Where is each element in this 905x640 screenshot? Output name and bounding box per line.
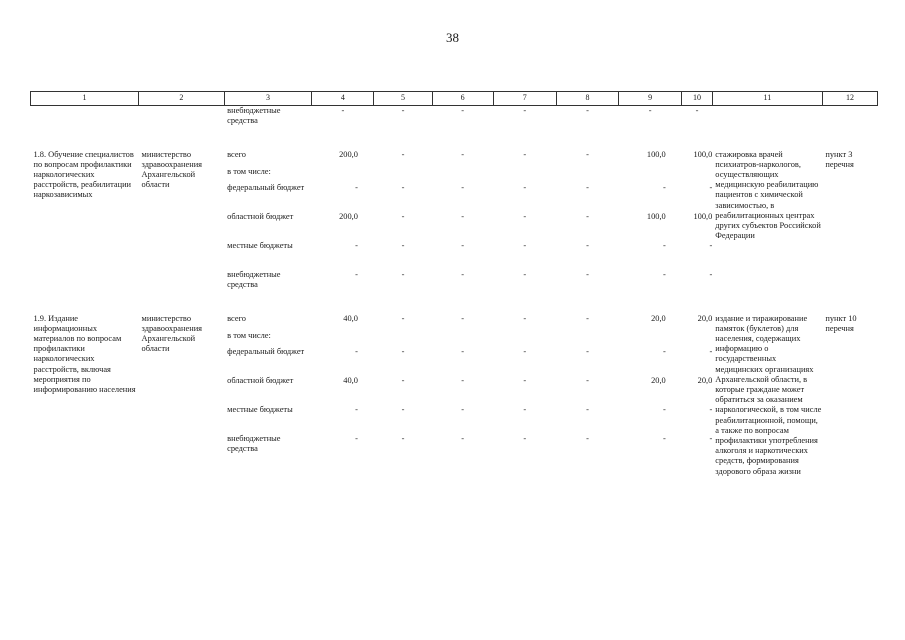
col-header: 11 (712, 92, 822, 106)
col-header: 4 (312, 92, 374, 106)
expected-result: стажировка врачей психиатров-наркологов, осуществляющих медицинскую реабилитацию пациентов с химической зависимостью, в реабилитационных центрах других субъектов Российской Федерации (715, 149, 821, 241)
value-cell: - (523, 269, 527, 279)
value-cell: - (401, 313, 405, 323)
value-cell: - (586, 269, 589, 279)
executor: министерство здравоохранения Архангельской области (141, 313, 203, 354)
value-cell: - (401, 211, 405, 221)
value-cell: - (662, 346, 666, 356)
value-cell: - (401, 240, 405, 250)
value-cell: 20,0 (651, 313, 666, 323)
value-cell: - (523, 211, 527, 221)
col-header: 9 (619, 92, 682, 106)
source-label: всего (227, 149, 246, 159)
value-cell: - (586, 404, 589, 414)
value-cell: - (461, 375, 465, 385)
source-label: местные бюджеты (227, 240, 293, 250)
value-cell: - (523, 240, 527, 250)
value-cell: - (523, 182, 527, 192)
col-header: 3 (224, 92, 312, 106)
value-cell: - (401, 433, 405, 443)
value-cell: - (662, 433, 666, 443)
value-cell: - (586, 346, 589, 356)
value-cell: - (709, 269, 713, 279)
value-cell: - (586, 182, 589, 192)
measure-name: 1.8. Обучение специалистов по вопросам профилактики наркологических расстройств, реабилитации наркозависимых (33, 149, 134, 200)
value-cell: - (586, 149, 589, 159)
value-cell: - (586, 375, 589, 385)
value-cell: - (401, 404, 405, 414)
measure-name: 1.9. Издание информационных материалов по вопросам профилактики наркологических расстройств, включая мероприятия по информированию населения (33, 313, 136, 394)
value-cell: 20,0 (697, 313, 713, 323)
value-cell: - (355, 269, 358, 279)
value-cell: - (662, 240, 666, 250)
value-cell: - (461, 433, 465, 443)
page-number: 38 (446, 30, 459, 45)
value-cell: - (695, 106, 699, 115)
value-cell: - (355, 182, 358, 192)
value-cell: - (523, 149, 527, 159)
value-cell: - (662, 182, 666, 192)
value-cell: 100,0 (646, 211, 666, 221)
value-cell: - (523, 106, 527, 115)
col-header: 7 (493, 92, 556, 106)
source-label: федеральный бюджет (227, 182, 305, 192)
value-cell: - (523, 346, 527, 356)
value-cell: - (586, 211, 589, 221)
value-cell: - (523, 313, 527, 323)
value-cell: - (355, 346, 358, 356)
value-cell: - (401, 149, 405, 159)
carry-over-row (31, 106, 878, 150)
value-cell: - (461, 211, 465, 221)
value-cell: 20,0 (697, 375, 713, 385)
col-header: 10 (682, 92, 713, 106)
value-cell: - (401, 375, 405, 385)
col-header: 12 (822, 92, 877, 106)
source-label: внебюджетные средства (227, 269, 281, 289)
value-cell: 100,0 (693, 149, 713, 159)
value-cell: - (523, 433, 527, 443)
value-cell: - (355, 240, 358, 250)
value-cell: - (461, 404, 465, 414)
measure-row (31, 150, 878, 314)
source-label: федеральный бюджет (227, 346, 305, 356)
value-cell: - (461, 106, 465, 115)
value-cell: 200,0 (339, 149, 358, 159)
value-cell: - (709, 240, 713, 250)
value-cell: - (355, 433, 358, 443)
value-cell: - (709, 346, 713, 356)
source-label: внебюджетные средства (227, 433, 281, 453)
value-cell: - (355, 404, 358, 414)
value-cell: - (586, 106, 589, 115)
value-cell: - (401, 346, 405, 356)
program-table (30, 91, 878, 477)
value-cell: - (523, 404, 527, 414)
reference: пункт 3 перечня (825, 149, 854, 169)
value-cell: - (461, 240, 465, 250)
value-cell: - (586, 240, 589, 250)
value-cell: - (586, 433, 589, 443)
value-cell: - (709, 433, 713, 443)
source-label: внебюджетные средства (227, 106, 281, 126)
value-cell: - (648, 106, 652, 115)
value-cell: 40,0 (343, 313, 358, 323)
value-cell: 200,0 (339, 211, 358, 221)
column-number-header (31, 92, 878, 106)
value-cell: - (586, 313, 589, 323)
col-header: 5 (374, 92, 432, 106)
value-cell: - (401, 182, 405, 192)
expected-result: издание и тиражирование памяток (буклетов) для населения, содержащих информацию о государственных медицинских организациях Архангельской области, в которые граждане может обратиться за оказанием наркологической, в том числе реабилитационной, помощи, а также по вопросам профилактики употребления алкоголя и наркотических средств, формирования здорового образа жизни (715, 313, 822, 476)
executor: министерство здравоохранения Архангельской области (141, 149, 203, 190)
value-cell: - (341, 106, 345, 115)
value-cell: - (662, 269, 666, 279)
source-label: местные бюджеты (227, 404, 293, 414)
source-label: в том числе: (227, 166, 271, 176)
value-cell: - (401, 106, 405, 115)
value-cell: - (461, 313, 465, 323)
value-cell: 100,0 (693, 211, 713, 221)
col-header: 6 (432, 92, 493, 106)
value-cell: - (709, 182, 713, 192)
value-cell: - (523, 375, 527, 385)
value-cell: - (401, 269, 405, 279)
measure-row (31, 314, 878, 477)
source-label: областной бюджет (227, 375, 294, 385)
value-cell: - (709, 404, 713, 414)
col-header: 1 (31, 92, 139, 106)
col-header: 8 (556, 92, 618, 106)
source-label: в том числе: (227, 330, 271, 340)
source-label: всего (227, 313, 246, 323)
value-cell: - (461, 346, 465, 356)
value-cell: 20,0 (651, 375, 666, 385)
col-header: 2 (139, 92, 225, 106)
reference: пункт 10 перечня (825, 313, 857, 333)
value-cell: - (461, 149, 465, 159)
value-cell: - (461, 269, 465, 279)
value-cell: 100,0 (646, 149, 666, 159)
value-cell: - (461, 182, 465, 192)
value-cell: - (662, 404, 666, 414)
source-label: областной бюджет (227, 211, 294, 221)
value-cell: 40,0 (343, 375, 358, 385)
